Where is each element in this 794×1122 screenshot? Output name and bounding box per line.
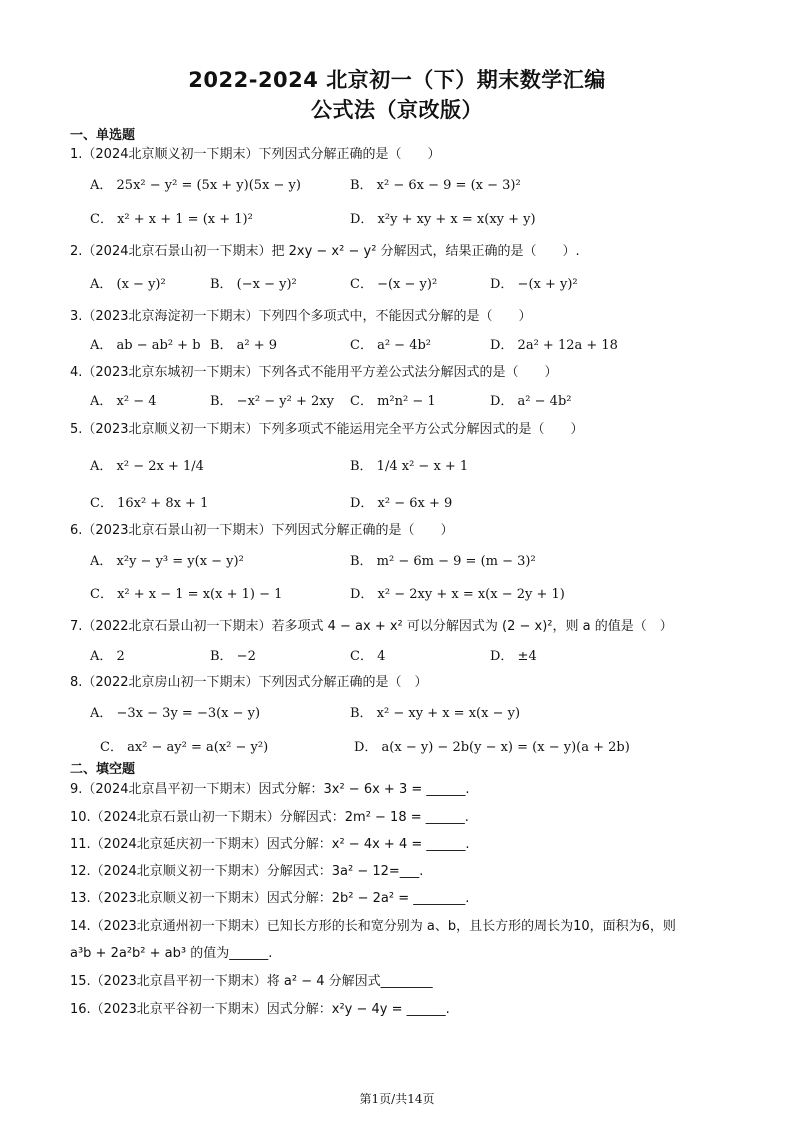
question-7-option-d: D． ±4 (490, 649, 537, 664)
question-2-stem: 2.（2024北京石景山初一下期末）把 2xy − x² − y² 分解因式，结果正确的是（ ）. (70, 244, 580, 259)
question-2-option-b: B． (−x − y)² (210, 277, 297, 292)
question-10: 10.（2024北京石景山初一下期末）分解因式：2m² − 18 = ______. (70, 810, 469, 825)
question-5-option-a: A． x² − 2x + 1/4 (90, 459, 204, 474)
question-2-option-a: A． (x − y)² (90, 277, 166, 292)
question-7-option-a: A． 2 (90, 649, 125, 664)
question-8-option-a: A． −3x − 3y = −3(x − y) (90, 706, 261, 721)
question-7-option-c: C． 4 (350, 649, 386, 664)
question-11: 11.（2024北京延庆初一下期末）因式分解：x² − 4x + 4 = ______. (70, 837, 470, 852)
question-1-option-b: B． x² − 6x − 9 = (x − 3)² (350, 178, 521, 193)
question-6-option-c: C． x² + x − 1 = x(x + 1) − 1 (90, 587, 283, 602)
question-5-option-c: C． 16x² + 8x + 1 (90, 496, 209, 511)
question-3-option-b: B． a² + 9 (210, 338, 278, 353)
question-1-option-a: A． 25x² − y² = (5x + y)(5x − y) (90, 178, 301, 193)
document-title: 2022-2024 北京初一（下）期末数学汇编 (188, 68, 606, 92)
question-7-stem: 7.（2022北京石景山初一下期末）若多项式 4 − ax + x² 可以分解因式为 (2 − x)²，则 a 的值是（ ） (70, 619, 673, 634)
question-3-option-c: C． a² − 4b² (350, 338, 432, 353)
question-13: 13.（2023北京顺义初一下期末）因式分解：2b² − 2a² = ________. (70, 891, 470, 906)
question-15: 15.（2023北京昌平初一下期末）将 a² − 4 分解因式________ (70, 974, 433, 989)
question-6-stem: 6.（2023北京石景山初一下期末）下列因式分解正确的是（ ） (70, 523, 454, 538)
question-1-option-d: D． x²y + xy + x = x(xy + y) (350, 212, 536, 227)
question-3-option-d: D． 2a² + 12a + 18 (490, 338, 618, 353)
section-heading-fill-blank: 二、填空题 (70, 762, 136, 777)
question-12: 12.（2024北京顺义初一下期末）分解因式：3a² − 12=___. (70, 864, 424, 879)
question-5-option-b: B． 1/4 x² − x + 1 (350, 459, 469, 474)
question-9: 9.（2024北京昌平初一下期末）因式分解：3x² − 6x + 3 = ______. (70, 782, 470, 797)
question-3-option-a: A． ab − ab² + b (90, 338, 201, 353)
question-7-option-b: B． −2 (210, 649, 256, 664)
question-4-option-a: A． x² − 4 (90, 394, 157, 409)
question-1-option-c: C． x² + x + 1 = (x + 1)² (90, 212, 253, 227)
document-subtitle: 公式法（京改版） (311, 98, 483, 122)
question-4-option-d: D． a² − 4b² (490, 394, 572, 409)
question-8-stem: 8.（2022北京房山初一下期末）下列因式分解正确的是（ ） (70, 675, 428, 690)
question-14-line-2: a³b + 2a²b² + ab³ 的值为______. (70, 946, 273, 961)
question-1-stem: 1.（2024北京顺义初一下期末）下列因式分解正确的是（ ） (70, 147, 441, 162)
page-number-footer: 第1页/共14页 (359, 1092, 435, 1106)
question-6-option-d: D． x² − 2xy + x = x(x − 2y + 1) (350, 587, 565, 602)
question-2-option-d: D． −(x + y)² (490, 277, 578, 292)
question-14-line-1: 14.（2023北京通州初一下期末）已知长方形的长和宽分别为 a、b，且长方形的周长为10，面积为6，则 (70, 919, 676, 934)
question-8-option-c: C． ax² − ay² = a(x² − y²) (100, 740, 269, 755)
question-4-option-b: B． −x² − y² + 2xy (210, 394, 334, 409)
question-2-option-c: C． −(x − y)² (350, 277, 438, 292)
question-4-stem: 4.（2023北京东城初一下期末）下列各式不能用平方差公式法分解因式的是（ ） (70, 365, 558, 380)
question-8-option-b: B． x² − xy + x = x(x − y) (350, 706, 521, 721)
section-heading-single-choice: 一、单选题 (70, 128, 136, 143)
question-3-stem: 3.（2023北京海淀初一下期末）下列四个多项式中，不能因式分解的是（ ） (70, 309, 532, 324)
question-5-stem: 5.（2023北京顺义初一下期末）下列多项式不能运用完全平方公式分解因式的是（ ） (70, 422, 584, 437)
question-6-option-b: B． m² − 6m − 9 = (m − 3)² (350, 554, 536, 569)
question-16: 16.（2023北京平谷初一下期末）因式分解：x²y − 4y = ______. (70, 1002, 450, 1017)
question-6-option-a: A． x²y − y³ = y(x − y)² (90, 554, 244, 569)
question-4-option-c: C． m²n² − 1 (350, 394, 436, 409)
question-8-option-d: D． a(x − y) − 2b(y − x) = (x − y)(a + 2b) (354, 740, 630, 755)
question-5-option-d: D． x² − 6x + 9 (350, 496, 453, 511)
